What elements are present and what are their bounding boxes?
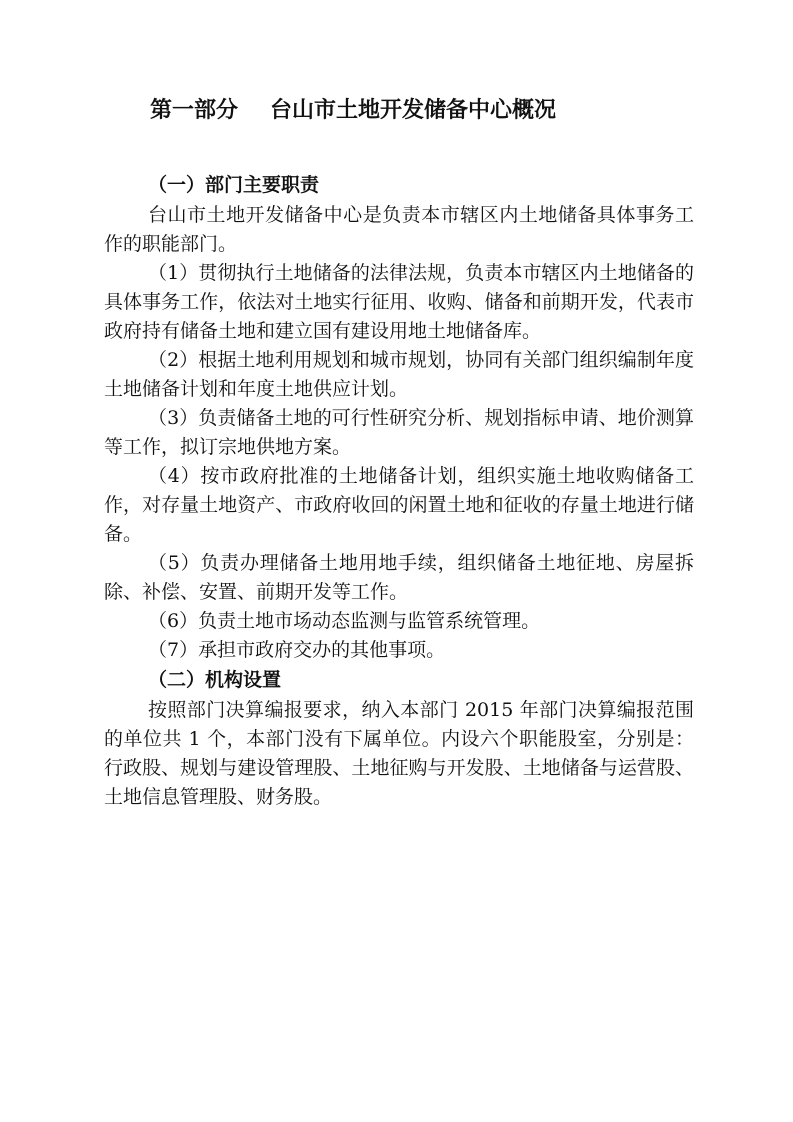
title-part: 第一部分 [150,98,239,123]
paragraph-duty-1: （1）贯彻执行土地储备的法律法规，负责本市辖区内土地储备的具体事务工作，依法对土地实行征用、收购、储备和前期开发，代表市政府持有储备土地和建立国有建设用地土地储备库。 [104,262,694,342]
paragraph-duty-7: （7）承担市政府交办的其他事项。 [148,639,446,661]
page-title [150,93,710,129]
section-heading-organization: （二）机构设置 [148,669,282,691]
paragraph-duty-5: （5）负责办理储备土地用地手续，组织储备土地征地、房屋拆除、补偿、安置、前期开发等工作。 [104,552,694,603]
section-heading-duties: （一）部门主要职责 [148,174,320,196]
paragraph-duty-6: （6）负责土地市场动态监测与监管系统管理。 [148,610,541,632]
paragraph-organization: 按照部门决算编报要求，纳入本部门 2015 年部门决算编报范围的单位共 1 个，本部门没有下属单位。内设六个职能股室，分别是：行政股、规划与建设管理股、土地征购与开发股、土地储备与运营股、土地信息管理股、财务股。 [104,699,694,808]
paragraph-duty-4: （4）按市政府批准的土地储备计划，组织实施土地收购储备工作，对存量土地资产、市政府收回的闲置土地和征收的存量土地进行储备。 [104,465,694,545]
title-name: 台山市土地开发储备中心概况 [270,98,557,123]
paragraph-duty-2: （2）根据土地利用规划和城市规划，协同有关部门组织编制年度土地储备计划和年度土地供应计划。 [104,349,694,400]
paragraph-intro: 台山市土地开发储备中心是负责本市辖区内土地储备具体事务工作的职能部门。 [104,204,694,255]
paragraph-duty-3: （3）负责储备土地的可行性研究分析、规划指标申请、地价测算等工作，拟订宗地供地方案。 [104,407,694,458]
document-body [104,170,694,812]
